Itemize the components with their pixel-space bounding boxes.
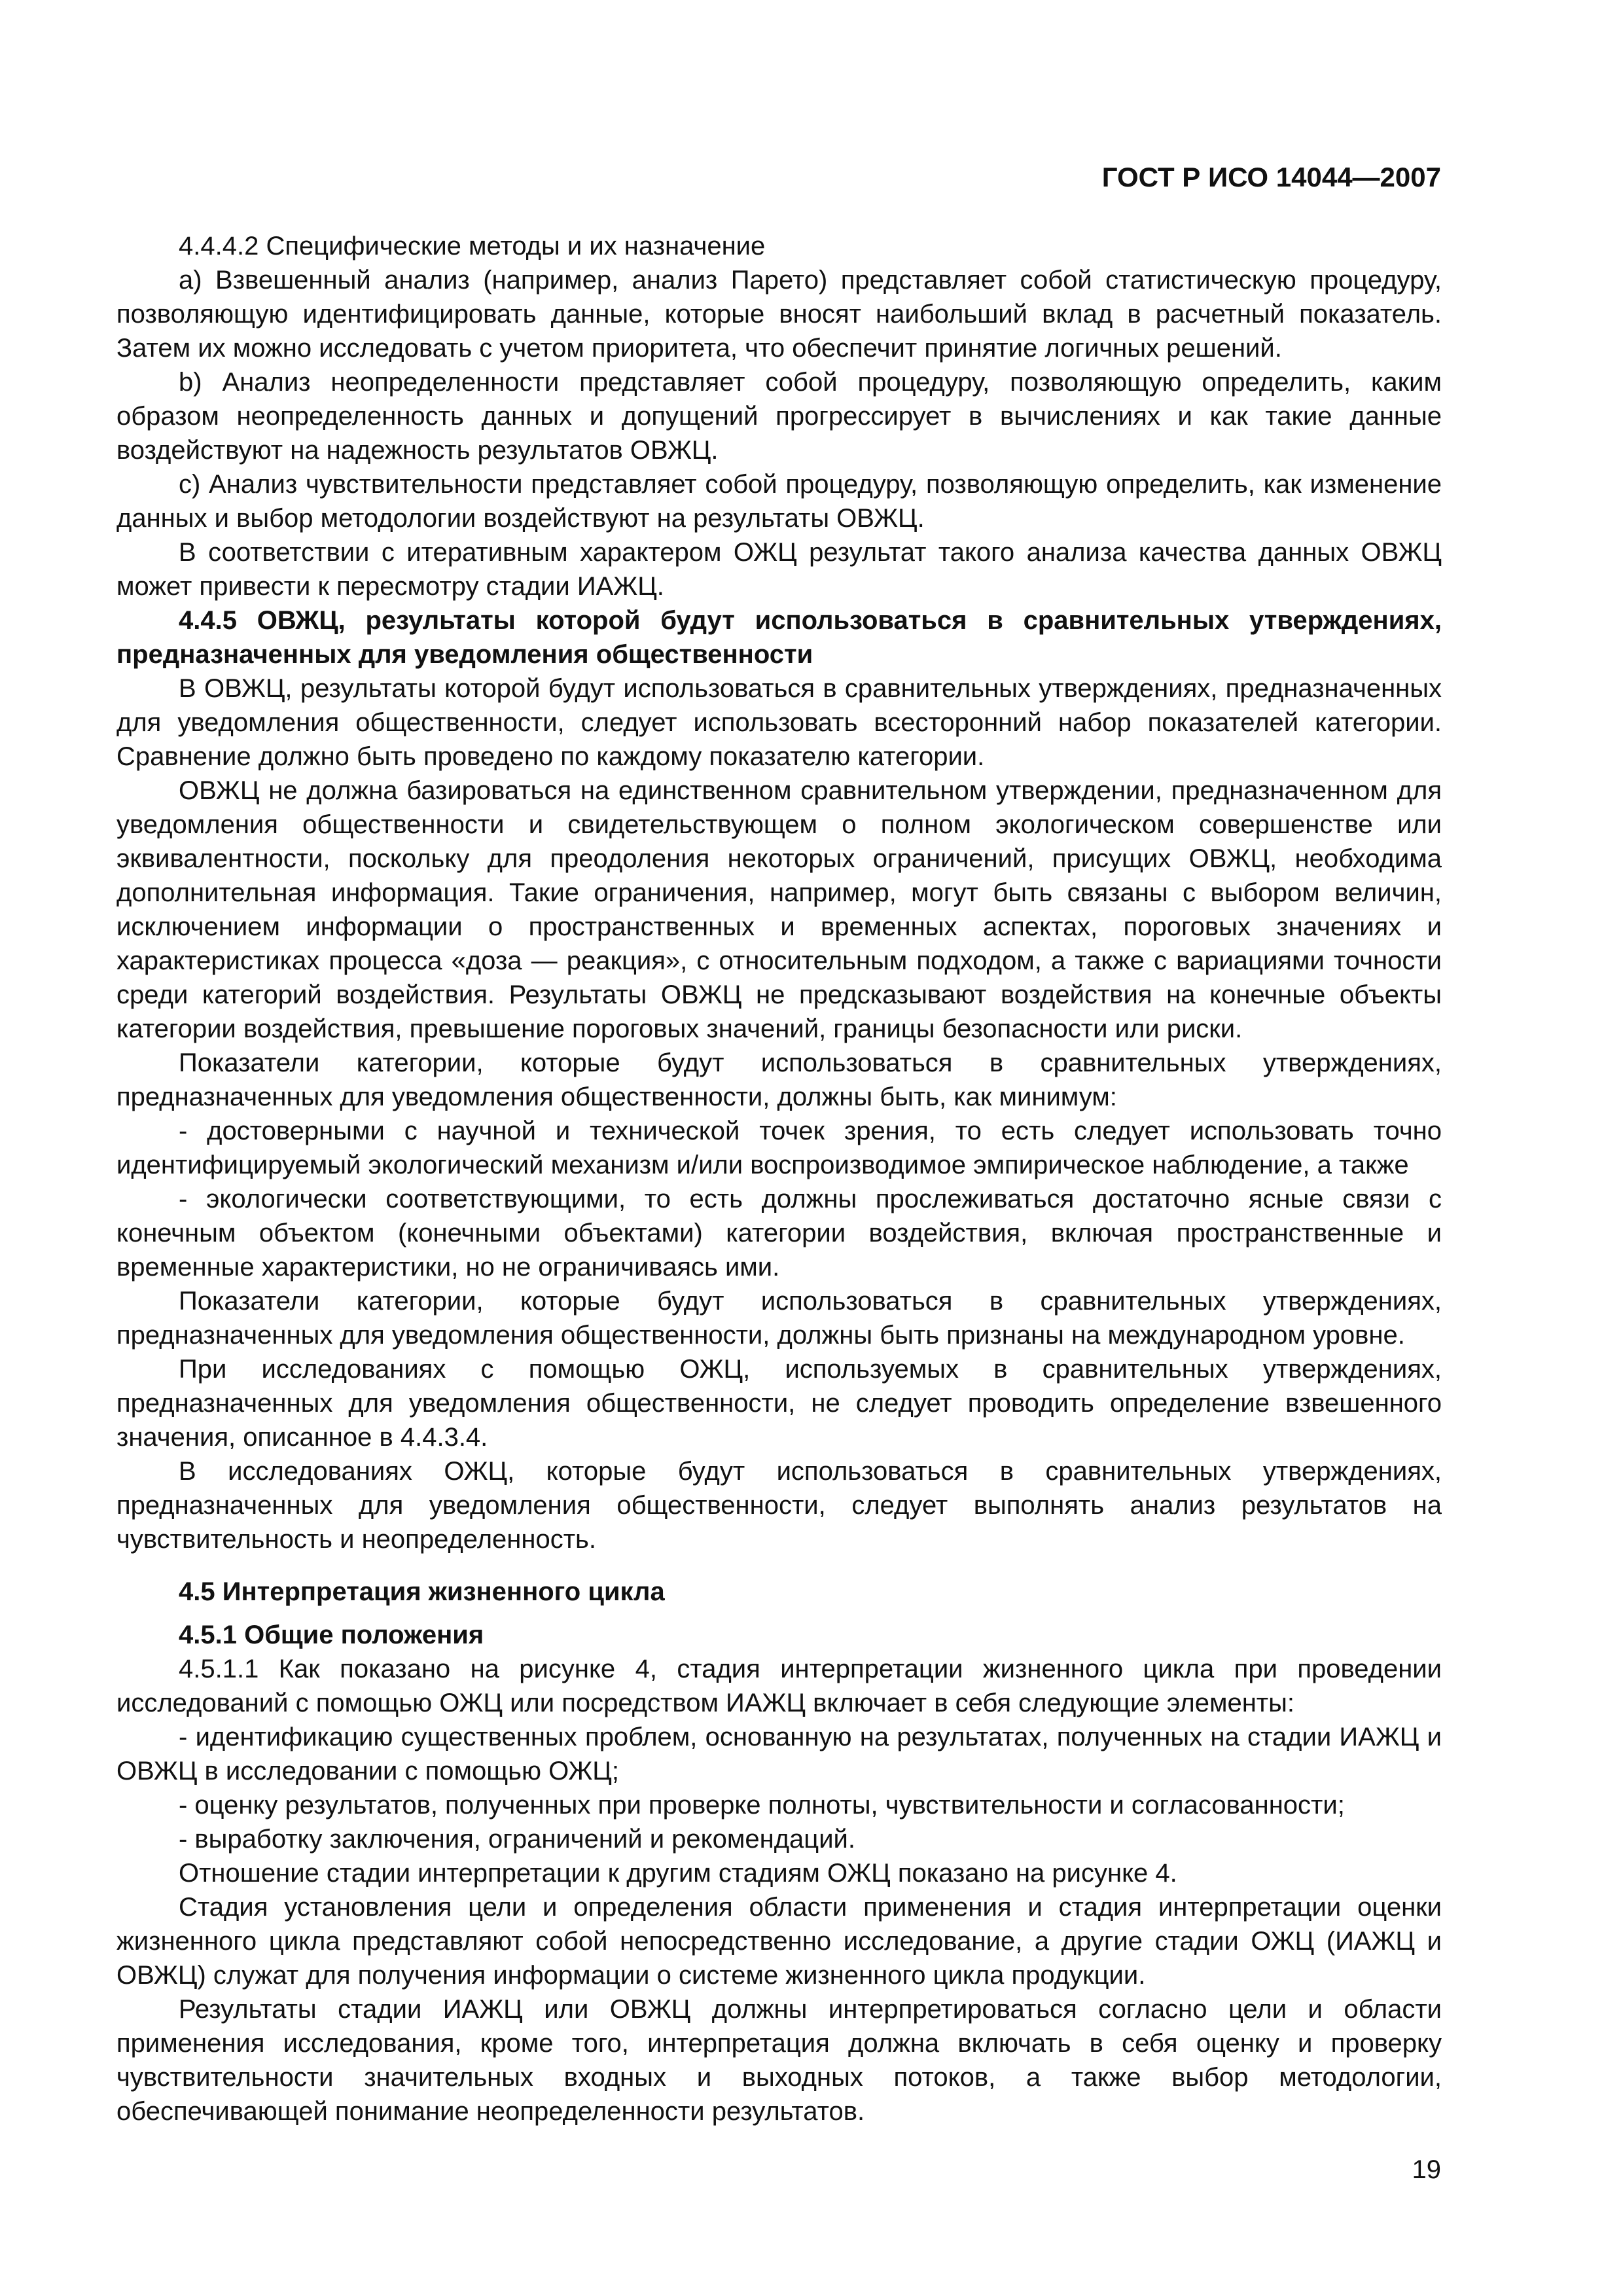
list-item: - достоверными с научной и технической точек зрения, то есть следует использовать точно идентифицируемый экологический механизм и/или воспроизводимое эмпирическое наблюдение, а также	[116, 1117, 1442, 1179]
paragraph: В исследованиях ОЖЦ, которые будут использоваться в сравнительных утверждениях, предназначенных для уведомления общественности, следует выполнять анализ результатов на чувствительность и неопределенность.	[116, 1457, 1442, 1554]
method-item-c: c) Анализ чувствительности представляет собой процедуру, позволяющую определить, как изменение данных и выбор методологии воздействуют на результаты ОВЖЦ.	[116, 470, 1442, 533]
paragraph: Результаты стадии ИАЖЦ или ОВЖЦ должны интерпретироваться согласно цели и области применения исследования, кроме того, интерпретация должна включать в себя оценку и проверку чувствительности значительных входных и выходных потоков, а также выбор методологии, обеспечивающей понимание неопределенности результатов.	[116, 1995, 1442, 2126]
method-item-b: b) Анализ неопределенности представляет собой процедуру, позволяющую определить, каким образом неопределенность данных и допущений прогрессирует в вычислениях и как такие данные воздействуют на надежность результатов ОВЖЦ.	[116, 368, 1442, 465]
list-item: - выработку заключения, ограничений и рекомендаций.	[179, 1825, 856, 1854]
section-heading-4-5: 4.5 Интерпретация жизненного цикла	[179, 1577, 665, 1606]
paragraph: Показатели категории, которые будут использоваться в сравнительных утверждениях, предназначенных для уведомления общественности, должны быть, как минимум:	[116, 1049, 1442, 1111]
page-number: 19	[1412, 2155, 1441, 2184]
page-body	[116, 229, 1442, 2128]
paragraph: При исследованиях с помощью ОЖЦ, используемых в сравнительных утверждениях, предназначенных для уведомления общественности, не следует проводить определение взвешенного значения, описанное в 4.4.3.4.	[116, 1355, 1442, 1452]
list-item: - оценку результатов, полученных при проверке полноты, чувствительности и согласованности;	[179, 1791, 1345, 1820]
paragraph: В ОВЖЦ, результаты которой будут использоваться в сравнительных утверждениях, предназначенных для уведомления общественности, следует использовать всесторонний набор показателей категории. Сравнение должно быть проведено по каждому показателю категории.	[116, 674, 1442, 771]
subsection-title-4-4-4-2: 4.4.4.2 Специфические методы и их назначение	[179, 232, 766, 260]
paragraph: ОВЖЦ не должна базироваться на единственном сравнительном утверждении, предназначенном для уведомления общественности и свидетельствующем о полном экологическом совершенстве или эквивалентности, поскольку для преодоления некоторых ограничений, присущих ОВЖЦ, необходима дополнительная информация. Такие ограничения, например, могут быть связаны с выбором величин, исключением информации о пространственных и временных аспектах, пороговых значениях и характеристиках процесса «доза — реакция», с относительным подходом, а также с вариациями точности среди категорий воздействия. Результаты ОВЖЦ не предсказывают воздействия на конечные объекты категории воздействия, превышение пороговых значений, границы безопасности или риски.	[116, 776, 1442, 1043]
iteration-paragraph: В соответствии с итеративным характером ОЖЦ результат такого анализа качества данных ОВЖЦ может привести к пересмотру стадии ИАЖЦ.	[116, 538, 1442, 601]
section-heading-4-4-5: 4.4.5 ОВЖЦ, результаты которой будут использоваться в сравнительных утверждениях, предназначенных для уведомления общественности	[116, 606, 1442, 669]
method-item-a: a) Взвешенный анализ (например, анализ Парето) представляет собой статистическую процедуру, позволяющую идентифицировать данные, которые вносят наибольший вклад в расчетный показатель. Затем их можно исследовать с учетом приоритета, что обеспечит принятие логичных решений.	[116, 266, 1442, 363]
list-item: - идентификацию существенных проблем, основанную на результатах, полученных на стадии ИАЖЦ и ОВЖЦ в исследовании с помощью ОЖЦ;	[116, 1723, 1442, 1785]
list-item: - экологически соответствующими, то есть должны прослеживаться достаточно ясные связи с конечным объектом (конечными объектами) категории воздействия, включая пространственные и временные характеристики, но не ограничиваясь ими.	[116, 1185, 1442, 1282]
paragraph: Отношение стадии интерпретации к другим стадиям ОЖЦ показано на рисунке 4.	[179, 1859, 1177, 1888]
paragraph: Показатели категории, которые будут использоваться в сравнительных утверждениях, предназначенных для уведомления общественности, должны быть признаны на международном уровне.	[116, 1287, 1442, 1350]
section-heading-4-5-1: 4.5.1 Общие положения	[179, 1621, 484, 1649]
document-id-header: ГОСТ Р ИСО 14044—2007	[1101, 162, 1441, 192]
paragraph: 4.5.1.1 Как показано на рисунке 4, стадия интерпретации жизненного цикла при проведении исследований с помощью ОЖЦ или посредством ИАЖЦ включает в себя следующие элементы:	[116, 1655, 1442, 1717]
paragraph: Стадия установления цели и определения области применения и стадия интерпретации оценки жизненного цикла представляют собой непосредственно исследование, а другие стадии ОЖЦ (ИАЖЦ и ОВЖЦ) служат для получения информации о системе жизненного цикла продукции.	[116, 1893, 1442, 1990]
